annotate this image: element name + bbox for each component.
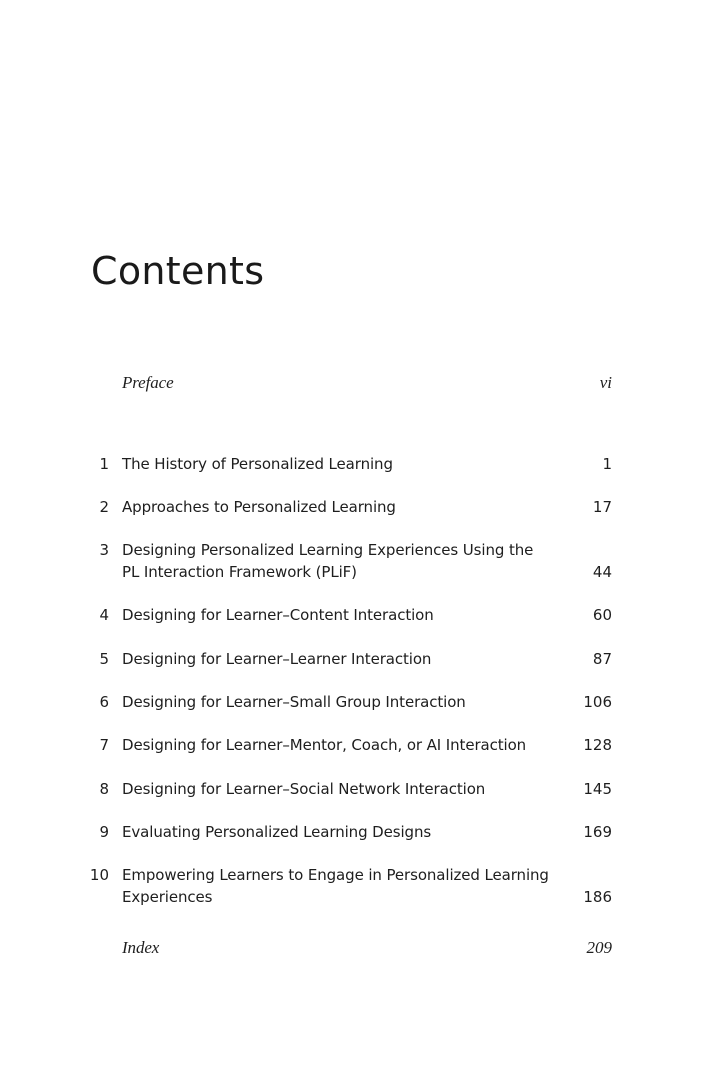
toc-entry-title: The History of Personalized Learning bbox=[122, 455, 393, 473]
chapter-number: 7 bbox=[99, 736, 109, 754]
chapter-number: 2 bbox=[99, 498, 109, 516]
chapter-number: 8 bbox=[99, 780, 109, 798]
toc-entry-page: 1 bbox=[602, 455, 612, 473]
toc-entry-page: 17 bbox=[592, 498, 612, 516]
chapter-number: 4 bbox=[99, 606, 109, 624]
chapter-number: 9 bbox=[99, 823, 109, 841]
toc-entry-title: Designing for Learner–Mentor, Coach, or AI Interaction bbox=[122, 736, 527, 754]
toc-entry-page: 128 bbox=[583, 736, 612, 754]
toc-entry-page: 169 bbox=[583, 823, 612, 841]
toc-entry-page: 60 bbox=[592, 606, 612, 624]
toc-entry-page: 186 bbox=[583, 888, 612, 906]
toc-entry-title: Designing for Learner–Small Group Interaction bbox=[122, 693, 466, 711]
toc-entry-title-continued: Experiences bbox=[122, 888, 213, 906]
toc-entry-title: Designing for Learner–Social Network Interaction bbox=[122, 780, 486, 798]
toc-entry-title: Designing for Learner–Learner Interaction bbox=[122, 650, 432, 668]
toc-entry-title: Index bbox=[122, 938, 160, 957]
toc-entry-title: Evaluating Personalized Learning Designs bbox=[122, 823, 432, 841]
toc-entry-page: 87 bbox=[592, 650, 612, 668]
toc-entry-title: Designing Personalized Learning Experiences Using the bbox=[122, 541, 534, 559]
page-title: Contents bbox=[91, 249, 265, 293]
toc-entry-page: 44 bbox=[592, 563, 612, 581]
toc-entry-title-continued: PL Interaction Framework (PLiF) bbox=[122, 563, 357, 581]
chapter-number: 5 bbox=[99, 650, 109, 668]
toc-entry-title: Empowering Learners to Engage in Personalized Learning bbox=[122, 866, 549, 884]
chapter-number: 10 bbox=[89, 866, 109, 884]
toc-entry-page: 106 bbox=[583, 693, 612, 711]
toc-entry-title: Designing for Learner–Content Interaction bbox=[122, 606, 434, 624]
toc-entry-page: vi bbox=[599, 373, 612, 392]
chapter-number: 6 bbox=[99, 693, 109, 711]
toc-entry-title: Preface bbox=[122, 373, 174, 392]
chapter-number: 3 bbox=[99, 541, 109, 559]
toc-entry-title: Approaches to Personalized Learning bbox=[122, 498, 396, 516]
toc-entry-page: 209 bbox=[586, 938, 612, 957]
toc-entry-page: 145 bbox=[583, 780, 612, 798]
chapter-number: 1 bbox=[99, 455, 109, 473]
